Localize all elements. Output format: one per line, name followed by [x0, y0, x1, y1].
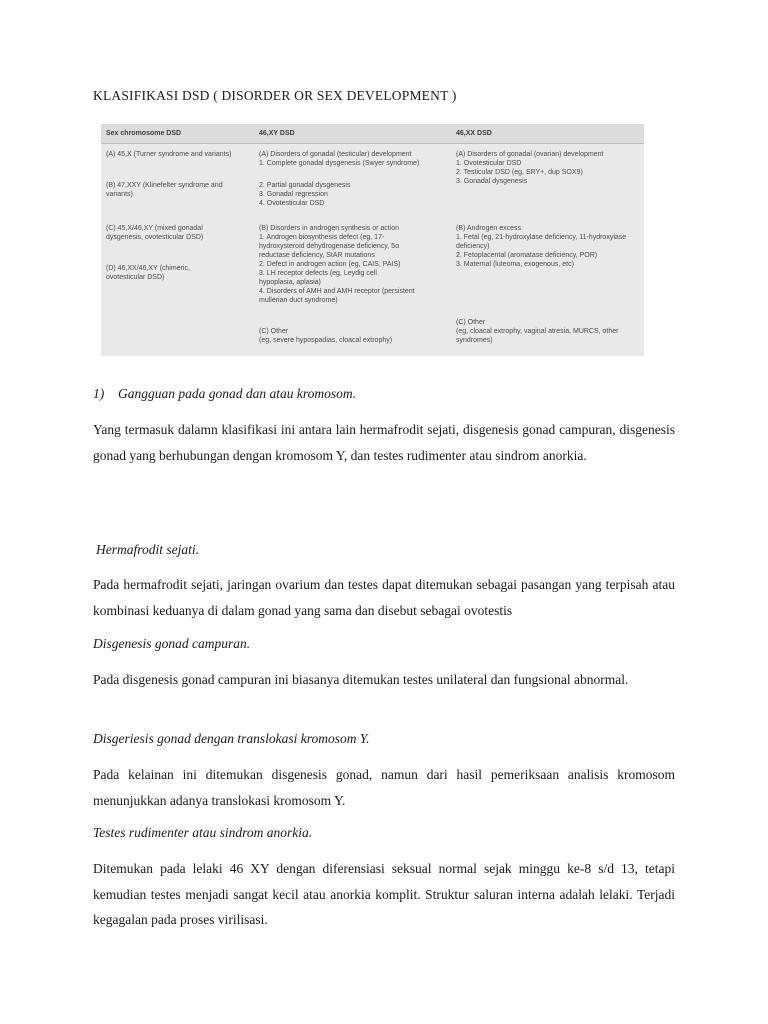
table-cell: (B) Androgen excess 1. Fetal (eg, 21-hydroxylase deficiency, 11-hydroxylase deficiency) 2. Fetoplacental (aromatase deficiency, POR) 3. Maternal (luteoma, exogenous, etc)	[456, 225, 627, 268]
section-heading-text: Gangguan pada gonad dan atau kromosom.	[118, 386, 356, 401]
table-cell: (D) 46,XX/46,XY (chimeric, ovotesticular DSD)	[106, 265, 190, 281]
table-cell: (A) Disorders of gonadal (testicular) development 1. Complete gonadal dysgenesis (Swyer syndrome)	[259, 151, 420, 167]
section-number: 1)	[93, 386, 105, 401]
table-cell: (C) 45,X/46,XY (mixed gonadal dysgenesis, ovotesticular DSD)	[106, 225, 204, 241]
table-cell: (C) Other (eg, severe hypospadias, cloacal extrophy)	[259, 328, 393, 344]
table-header-cell: 46,XX DSD	[456, 130, 492, 137]
table-cell: (B) 47,XXY (Klinefelter syndrome and variants)	[106, 182, 223, 198]
table-header-row	[101, 124, 644, 144]
table-cell: 2. Partial gonadal dysgenesis 3. Gonadal regression 4. Ovotesticular DSD	[259, 182, 351, 207]
subsection-paragraph: Pada disgenesis gonad campuran ini biasanya ditemukan testes unilateral dan fungsional abnormal.	[93, 672, 629, 687]
subsection-paragraph: Pada kelainan ini ditemukan disgenesis gonad, namun dari hasil pemeriksaan analisis kromosom menunjukkan adanya translokasi kromosom Y.	[93, 767, 675, 808]
subsection-paragraph: Pada hermafrodit sejati, jaringan ovarium dan testes dapat ditemukan sebagai pasangan yang terpisah atau kombinasi keduanya di dalam gonad yang sama dan disebut sebagai ovotestis	[93, 577, 675, 618]
dsd-classification-table	[101, 124, 644, 356]
table-cell: (A) Disorders of gonadal (ovarian) development 1. Ovotesticular DSD 2. Testicular DSD (eg, SRY+, dup SOX9) 3. Gonadal dysgenesis	[456, 151, 604, 185]
subsection-title: Testes rudimenter atau sindrom anorkia.	[93, 825, 313, 840]
document-title: KLASIFIKASI DSD ( DISORDER OR SEX DEVELOPMENT )	[93, 88, 457, 103]
table-cell: (C) Other (eg, cloacal extrophy, vaginal atresia, MURCS, other syndromes)	[456, 319, 619, 344]
section-intro-paragraph: Yang termasuk dalamn klasifikasi ini antara lain hermafrodit sejati, disgenesis gonad campuran, disgenesis gonad yang berhubungan dengan kromosom Y, dan testes rudimenter atau sindrom anorkia.	[93, 422, 675, 463]
table-header-cell: 46,XY DSD	[259, 130, 295, 137]
section-heading	[93, 386, 356, 402]
subsection-paragraph: Ditemukan pada lelaki 46 XY dengan diferensiasi seksual normal sejak minggu ke-8 s/d 13, tetapi kemudian testes menjadi sangat kecil atau anorkia komplit. Struktur saluran interna adalah lelaki. Terjadi kegagalan pada proses virilisasi.	[93, 861, 675, 927]
subsection-title: Disgenesis gonad campuran.	[93, 636, 251, 651]
subsection-title: Hermafrodit sejati.	[96, 542, 199, 557]
table-header-cell: Sex chromosome DSD	[106, 130, 182, 137]
table-cell: (A) 45,X (Turner syndrome and variants)	[106, 151, 232, 158]
table-cell: (B) Disorders in androgen synthesis or action 1. Androgen biosynthesis defect (eg, 17- hydroxysteroid dehydrogenase deficiency, 5α reductase deficiency, StAR mutations 2. Defect in androgen action (eg, CAIS, PAIS) 3. LH receptor defects (eg, Leydig cell hypoplasia, aplasia) 4. Disorders of AMH and AMH receptor (persistent mullerian duct syndrome)	[259, 225, 415, 304]
subsection-title: Disgeriesis gonad dengan translokasi kromosom Y.	[93, 731, 370, 746]
